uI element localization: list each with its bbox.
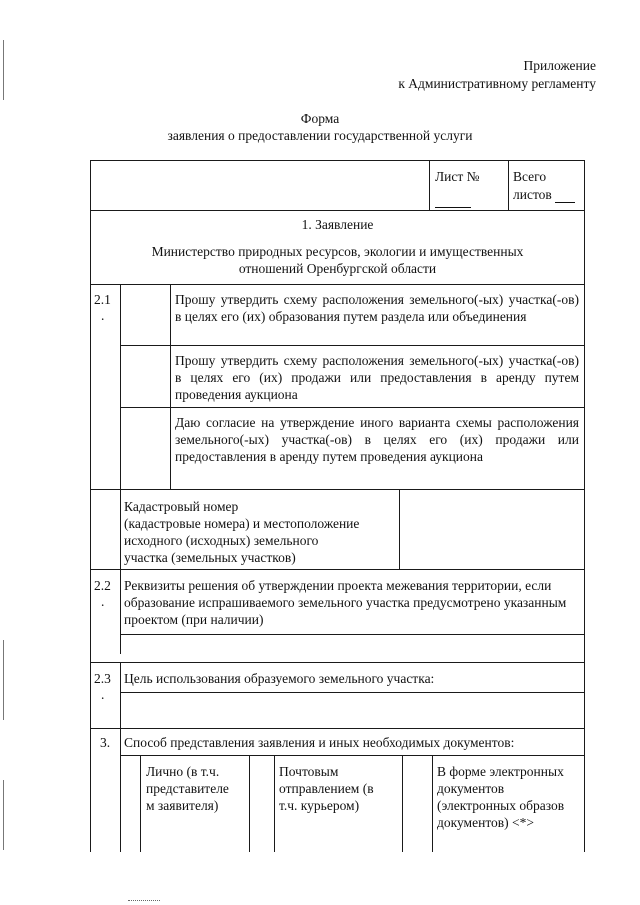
method3-label3: (электронных образов — [437, 798, 565, 813]
row-divider — [120, 407, 585, 408]
cadastral-label1: Кадастровый номер — [124, 499, 239, 514]
cadastral-label4: участка (земельных участков) — [124, 550, 296, 565]
form-subtitle: заявления о предоставлении государственной услуги — [167, 128, 473, 143]
sheet-number-label: Лист № — [435, 169, 480, 184]
method-divider — [140, 755, 141, 852]
section3-number: 3. — [100, 735, 111, 750]
section22-text: Реквизиты решения об утверждении проекта межевания территории, если образование испрашиваемого земельного участка предусмотрено указанным проектом (при наличии) — [124, 578, 567, 627]
method3-label4: документов) <*> — [437, 815, 535, 830]
method-divider — [274, 755, 275, 852]
method-divider — [432, 755, 433, 852]
checkbox-col-divider — [170, 284, 171, 489]
method3-label2: документов — [437, 781, 505, 796]
method1-label2: представителе — [146, 781, 229, 796]
total-sheets-label2: листов — [513, 186, 575, 203]
row-divider — [120, 345, 585, 346]
option2-text: Прошу утвердить схему расположения земельного(-ых) участка(-ов) в целях его (их) продажи или предоставления в аренду путем проведения аукциона — [175, 353, 579, 402]
row-divider — [90, 569, 585, 570]
total-sheets-label1: Всего — [513, 169, 547, 184]
row-divider — [90, 662, 585, 663]
option3-text: Даю согласие на утверждение иного варианта схемы расположения земельного(-ых) участка(-ов) в целях его (их) продажи или предоставления в аренду путем проведения аукциона — [175, 415, 579, 464]
sheet-divider — [508, 160, 509, 210]
scan-artifact — [3, 40, 4, 100]
section22-dot: . — [101, 594, 105, 609]
table-border-top — [90, 160, 585, 161]
scan-artifact — [128, 900, 160, 901]
section21-dot: . — [101, 308, 105, 323]
section23-number: 2.3 — [94, 671, 111, 686]
form-title: Форма — [300, 111, 340, 126]
section22-input-field[interactable] — [121, 635, 584, 661]
cadastral-label2: (кадастровые номера) и местоположение — [124, 516, 360, 531]
option2-checkbox[interactable] — [121, 346, 169, 406]
sheet-number-blank[interactable] — [435, 190, 471, 208]
method1-checkbox[interactable] — [121, 756, 139, 851]
row-divider — [120, 755, 585, 756]
sheet-divider — [429, 160, 430, 210]
appendix-label: Приложение — [523, 58, 596, 73]
option1-checkbox[interactable] — [121, 285, 169, 344]
option1-text: Прошу утвердить схему расположения земельного(-ых) участка(-ов) в целях его (их) образования путем раздела или объединения — [175, 292, 579, 324]
method1-label3: м заявителя) — [146, 798, 219, 813]
section1-heading: 1. Заявление — [301, 217, 374, 232]
method2-label3: т.ч. курьером) — [279, 798, 360, 813]
authority-line2: отношений Оренбургской области — [238, 261, 437, 276]
method2-label1: Почтовым — [279, 764, 339, 779]
method2-checkbox[interactable] — [250, 756, 273, 851]
row-divider — [90, 728, 585, 729]
option3-checkbox[interactable] — [121, 408, 169, 488]
cadastral-label3: исходного (исходных) земельного — [124, 533, 319, 548]
regulation-label: к Административному регламенту — [398, 76, 596, 91]
method1-label1: Лично (в т.ч. — [146, 764, 220, 779]
cadastral-input-field[interactable] — [400, 490, 584, 568]
scan-artifact — [3, 640, 4, 720]
row-divider — [90, 210, 585, 211]
section23-text: Цель использования образуемого земельного участка: — [124, 671, 435, 686]
section22-number: 2.2 — [94, 578, 111, 593]
authority-line1: Министерство природных ресурсов, экологии и имущественных — [151, 244, 524, 259]
method2-label2: отправлением (в — [279, 781, 374, 796]
method3-checkbox[interactable] — [403, 756, 431, 851]
method3-label1: В форме электронных — [437, 764, 564, 779]
section23-input-field[interactable] — [121, 693, 584, 727]
total-sheets-blank[interactable] — [555, 190, 575, 203]
scan-artifact — [3, 780, 4, 850]
section21-number: 2.1 — [94, 292, 111, 307]
section23-dot: . — [101, 687, 105, 702]
section3-text: Способ представления заявления и иных необходимых документов: — [124, 735, 515, 750]
